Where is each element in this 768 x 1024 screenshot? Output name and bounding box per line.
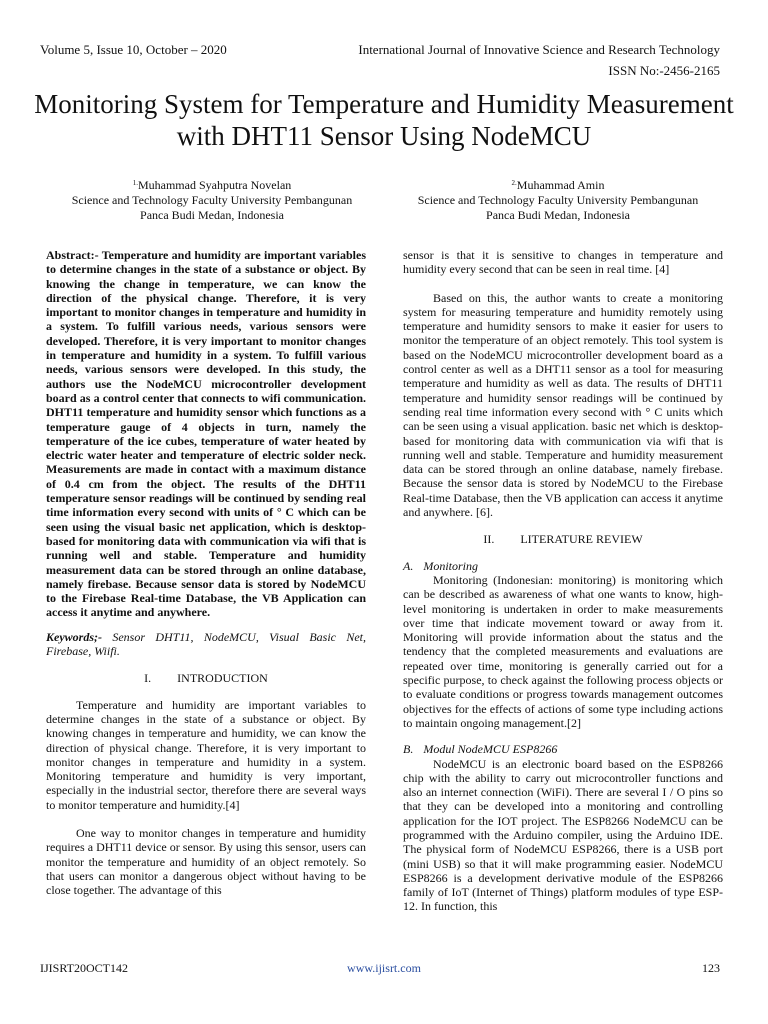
paper-code: IJISRT20OCT142 xyxy=(40,961,128,975)
subsection-monitoring xyxy=(403,559,723,573)
section-title: LITERATURE REVIEW xyxy=(520,532,643,547)
section-heading-literature-review xyxy=(403,532,723,546)
keywords-text: Sensor DHT11, NodeMCU, Visual Basic Net, Firebase, Wiifi. xyxy=(46,629,366,659)
keywords-label: Keywords;- xyxy=(46,629,102,644)
abstract: Abstract:- Temperature and humidity are important variables to determine changes in the state of a substance or object. By knowing the change in temperature, we can know the direction of the physical change. Therefore, it is very important to monitor changes in temperature and humidity in a system. To fulfill various needs, various sensors were developed. Therefore, it is very important to monitor changes in temperature and humidity in a system. To fulfill various needs, various sensors were developed. In this study, the authors use the NodeMCU microcontroller development board as a control center that connects to wifi communication. DHT11 temperature and humidity sensor which functions as a temperature gauge of 4 objects in turn, namely the temperature of the ice cubes, temperature of water heated by electric water heater and temperature of electric solder neck. Measurements are made in contact with a maximum distance of 0.4 cm from the object. The results of the DHT11 temperature sensor readings will be continued by sending real time information every second with units of ° C which can be seen using the visual basic net application, which is desktop-based for monitoring data with communication via wifi that is running well and stable. Temperature and humidity measurement data can be stored through an online database, namely firebase. Because sensor data is stored by NodeMCU to the Firebase Real-time Database, the VB Application can access it anytime and anywhere. xyxy=(46,248,366,620)
author-2-sup: 2. xyxy=(511,179,517,187)
monitoring-paragraph: Monitoring (Indonesian: monitoring) is monitoring which can be described as awareness of what one wants to know, high-level monitoring is undertaken in order to make measurements over time that indicate movement toward or away from it. Monitoring will provide information about the status and the tendency that the completed measurements and evaluations are repeated over time, monitoring is generally carried out for a specific purpose, to check against the following process objects or to evaluate conditions or progress towards management outcomes objectives for the effects of actions of some type including actions to maintain ongoing management.[2] xyxy=(403,572,723,730)
section-heading-introduction xyxy=(46,671,366,685)
issn: ISSN No:-2456-2165 xyxy=(608,63,720,78)
subsection-nodemcu xyxy=(403,742,723,756)
author-1-name: Muhammad Syahputra Novelan xyxy=(137,178,292,192)
author-1-sup: 1. xyxy=(132,179,138,187)
subsection-title: Monitoring xyxy=(423,558,479,573)
author-2-location: Panca Budi Medan, Indonesia xyxy=(486,208,630,222)
section-number: II. xyxy=(483,532,495,547)
author-2 xyxy=(388,178,728,223)
page-number: 123 xyxy=(702,961,720,975)
nodemcu-paragraph: NodeMCU is an electronic board based on the ESP8266 chip with the ability to carry out microcontroller functions and also an internet connection (WiFi). There are several I / O pins so that they can be developed into a monitoring and controlling application for the IOT project. The ESP8266 NodeMCU can be programmed with the Arduino compiler, using the Arduino IDE. The physical form of NodeMCU ESP8266, there is a USB port (mini USB) so that it will make programming easier. NodeMCU ESP8266 is a development derivative module of the ESP8266 family of IoT (Internet of Things) platform modules of type ESP-12. In function, this xyxy=(403,756,723,914)
keywords xyxy=(46,630,366,659)
intro-paragraph-3: Based on this, the author wants to create a monitoring system for measuring temperature and humidity remotely using temperature and humidity sensors to make it easier for users to monitor the temperature of an object remotely. This tool system is based on the NodeMCU microcontroller development board as a control center as well as a DHT11 sensor as a tool for measuring temperature and humidity as well as data. The results of DHT11 temperature and humidity sensor readings will be continued by sending real time information every second with ° C units which can be seen using a visual application. basic net which is desktop-based for monitoring data with communication via wifi that is running well and stable. Temperature and humidity measurement data can be stored through an online database, namely firebase. Because the sensor data is stored by NodeMCU to the Firebase Real-time Database, then the VB application can access it anytime and anywhere. [6]. xyxy=(403,290,723,520)
author-2-name: Muhammad Amin xyxy=(516,178,605,192)
right-column xyxy=(403,248,723,914)
subsection-title: Modul NodeMCU ESP8266 xyxy=(423,742,558,757)
subsection-letter: A. xyxy=(403,558,414,573)
subsection-letter: B. xyxy=(403,742,414,757)
paper-title: Monitoring System for Temperature and Humidity Measurement with DHT11 Sensor Using NodeMCU xyxy=(34,89,734,151)
journal-url[interactable]: www.ijisrt.com xyxy=(347,961,421,975)
intro-continued-paragraph: sensor is that it is sensitive to changes in temperature and humidity every second that can be seen in real time. [4] xyxy=(403,248,723,277)
intro-paragraph-1: Temperature and humidity are important variables to determine changes in the state of a substance or object. By knowing changes in temperature and humidity, we can know the direction of physical change. Therefore, it is very important to monitor changes in temperature and humidity in a system. Monitoring temperature and humidity is very important, especially in the industrial sector, therefore there are several ways to monitor temperature and humidity.[4] xyxy=(46,697,366,812)
author-2-affiliation: Science and Technology Faculty University Pembangunan xyxy=(417,193,699,207)
volume-issue: Volume 5, Issue 10, October – 2020 xyxy=(40,42,227,57)
author-1 xyxy=(42,178,382,223)
journal-name: International Journal of Innovative Science and Research Technology xyxy=(358,42,720,57)
intro-paragraph-2: One way to monitor changes in temperature and humidity requires a DHT11 device or sensor. By using this sensor, users can monitor the temperature and humidity of an object remotely. So that users can monitor a dangerous object without having to be close together. The advantage of this xyxy=(46,825,366,898)
section-number: I. xyxy=(144,671,152,686)
section-title: INTRODUCTION xyxy=(177,671,268,686)
left-column xyxy=(46,248,366,897)
author-1-affiliation: Science and Technology Faculty University Pembangunan xyxy=(71,193,353,207)
author-1-location: Panca Budi Medan, Indonesia xyxy=(140,208,284,222)
